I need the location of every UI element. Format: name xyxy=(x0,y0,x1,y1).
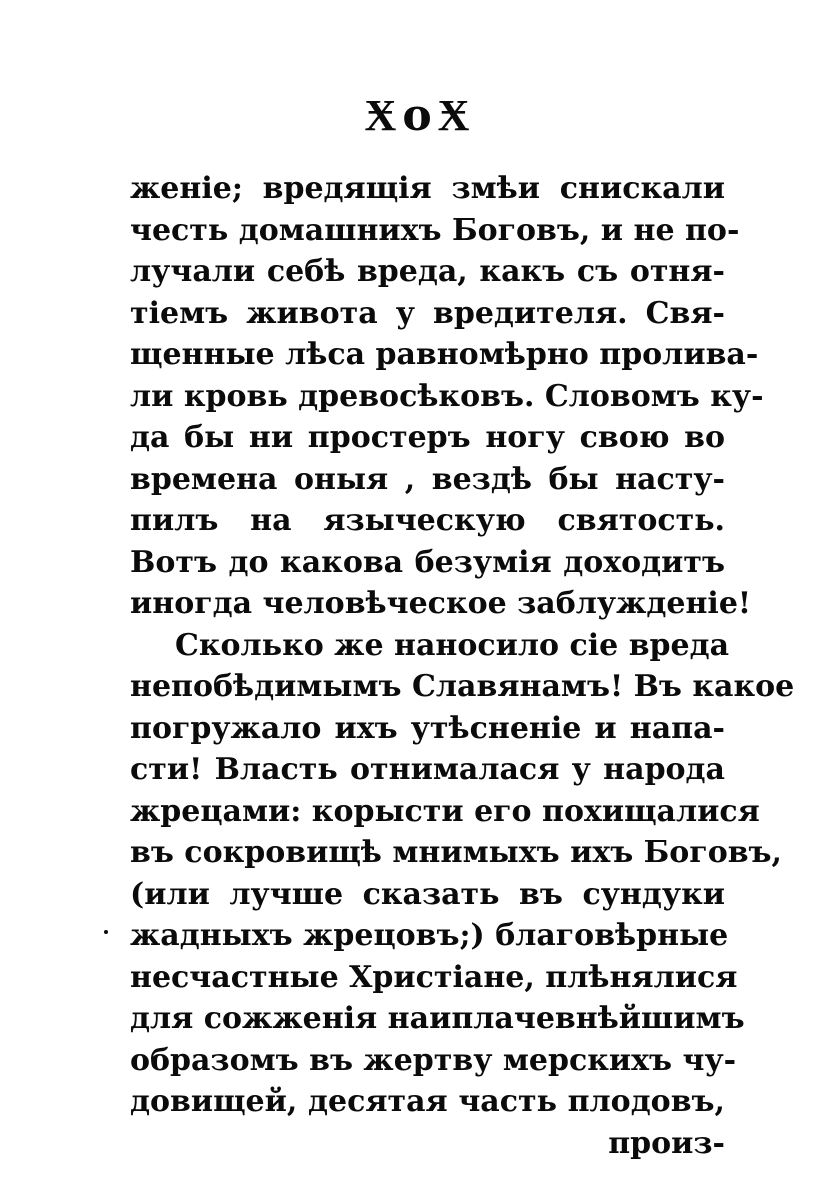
text-line: довищей, десятая часть плодовъ, xyxy=(130,1084,725,1119)
ink-speck xyxy=(104,930,108,934)
text-line: пилъ на языческую святость. xyxy=(130,503,725,538)
text-line: непобѣдимымъ Славянамъ! Въ какое xyxy=(130,669,795,704)
text-line: Вотъ до какова безумія доходитъ xyxy=(130,544,725,580)
text-line: времена оныя , вездѣ бы насту- xyxy=(130,461,725,497)
body-text xyxy=(130,168,795,1164)
text-line-paragraph-start: Сколько же наносило сіе вреда xyxy=(175,627,730,663)
catchword: произ- xyxy=(608,1125,725,1161)
text-line: женіе; вредящія змѣи снискали xyxy=(130,171,725,206)
text-line: ли кровь древосѣковъ. Словомъ ку- xyxy=(130,378,764,414)
text-line: лучали себѣ вреда, какъ съ отня- xyxy=(130,254,725,289)
text-line: честь домашнихъ Боговъ, и не по- xyxy=(130,212,740,248)
text-line: для сожженія наиплачевнѣйшимъ xyxy=(130,1001,745,1036)
text-line: погружало ихъ утѣсненіе и напа- xyxy=(130,710,725,746)
text-line: (или лучше сказать въ сундуки xyxy=(130,876,725,912)
text-line: жрецами: корысти его похищалися xyxy=(130,793,760,829)
text-line: сти! Власть отнималася у народа xyxy=(130,752,725,787)
text-line: щенные лѣса равномѣрно пролива- xyxy=(130,337,759,372)
text-line: несчастные Христіане, плѣнялися xyxy=(130,959,738,995)
text-line: иногда человѣческое заблужденіе! xyxy=(130,586,752,621)
text-line: въ сокровищѣ мнимыхъ ихъ Боговъ, xyxy=(130,835,783,870)
page-header: ӾoӾ xyxy=(364,90,476,141)
text-line: тіемъ живота у вредителя. Свя- xyxy=(130,295,725,331)
text-line: жадныхъ жрецовъ;) благовѣрные xyxy=(130,918,729,953)
text-line: да бы ни простеръ ногу свою во xyxy=(130,420,725,455)
text-line: образомъ въ жертву мерскихъ чу- xyxy=(130,1042,737,1078)
